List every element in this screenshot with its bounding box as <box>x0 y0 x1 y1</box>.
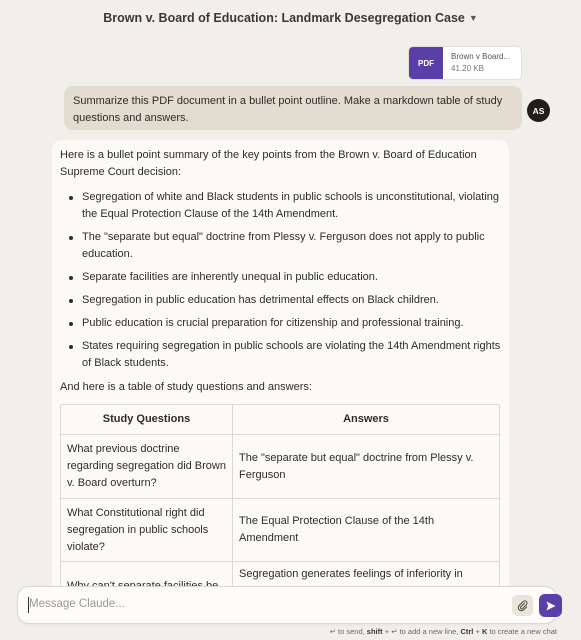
keyboard-hint <box>330 627 557 636</box>
message-composer[interactable] <box>17 586 557 624</box>
summary-bullet-list <box>60 189 501 372</box>
user-avatar: AS <box>527 99 550 122</box>
hint-key-ctrl: Ctrl <box>460 627 474 636</box>
table-header-row <box>61 405 500 435</box>
hint-key-shift: shift <box>366 627 383 636</box>
study-table <box>60 404 500 610</box>
return-key-icon: ↵ <box>391 627 398 636</box>
send-arrow-icon <box>545 600 557 612</box>
answer-cell: The "separate but equal" doctrine from Plessy v. Ferguson <box>233 435 500 499</box>
column-header-questions: Study Questions <box>61 405 233 435</box>
response-intro: Here is a bullet point summary of the key points from the Brown v. Board of Education Supreme Court decision: <box>60 149 477 178</box>
answer-text: Segregation generates feelings of inferiority in <box>239 568 463 580</box>
conversation-title[interactable] <box>0 0 581 36</box>
hint-text-new-chat: to create a new chat <box>487 627 557 636</box>
list-item: Public education is crucial preparation for citizenship and professional training. <box>82 315 501 332</box>
assistant-message <box>52 140 509 610</box>
list-item: The "separate but equal" doctrine from Plessy v. Ferguson does not apply to public education. <box>82 229 501 263</box>
attachment-name: Brown v Board... <box>451 52 511 61</box>
hint-key-k: K <box>481 627 488 636</box>
question-cell: What previous doctrine regarding segregation did Brown v. Board overturn? <box>61 435 233 499</box>
attachment-size: 41.20 KB <box>451 64 484 73</box>
hint-plus: + <box>473 627 482 636</box>
list-item: States requiring segregation in public schools are violating the 14th Amendment rights of Black students. <box>82 338 501 372</box>
answer-cell: The Equal Protection Clause of the 14th Amendment <box>233 499 500 562</box>
question-cell: What Constitutional right did segregation in public schools violate? <box>61 499 233 562</box>
conversation-title-text: Brown v. Board of Education: Landmark Desegregation Case <box>103 11 465 25</box>
list-item: Separate facilities are inherently unequal in public education. <box>82 269 501 286</box>
list-item: Segregation in public education has detrimental effects on Black children. <box>82 292 501 309</box>
hint-text-newline: to add a new line, <box>397 627 461 636</box>
column-header-answers: Answers <box>233 405 500 435</box>
hint-plus: + <box>382 627 392 636</box>
table-row <box>61 499 500 562</box>
table-intro: And here is a table of study questions and answers: <box>60 381 312 393</box>
pdf-file-icon: PDF <box>409 46 443 80</box>
message-input-placeholder[interactable]: Message Claude... <box>29 598 125 610</box>
hint-text-send: to send, <box>335 627 367 636</box>
user-message: Summarize this PDF document in a bullet point outline. Make a markdown table of study questions and answers. <box>64 86 522 130</box>
paperclip-icon <box>517 600 528 612</box>
return-key-icon: ↵ <box>329 627 336 636</box>
send-button[interactable] <box>539 594 562 617</box>
attach-button[interactable] <box>512 595 533 616</box>
chevron-down-icon: ▼ <box>468 13 478 23</box>
table-row <box>61 435 500 499</box>
list-item: Segregation of white and Black students in public schools is unconstitutional, violating the Equal Protection Clause of the 14th Amendment. <box>82 189 501 223</box>
attachment-card[interactable] <box>408 46 522 80</box>
